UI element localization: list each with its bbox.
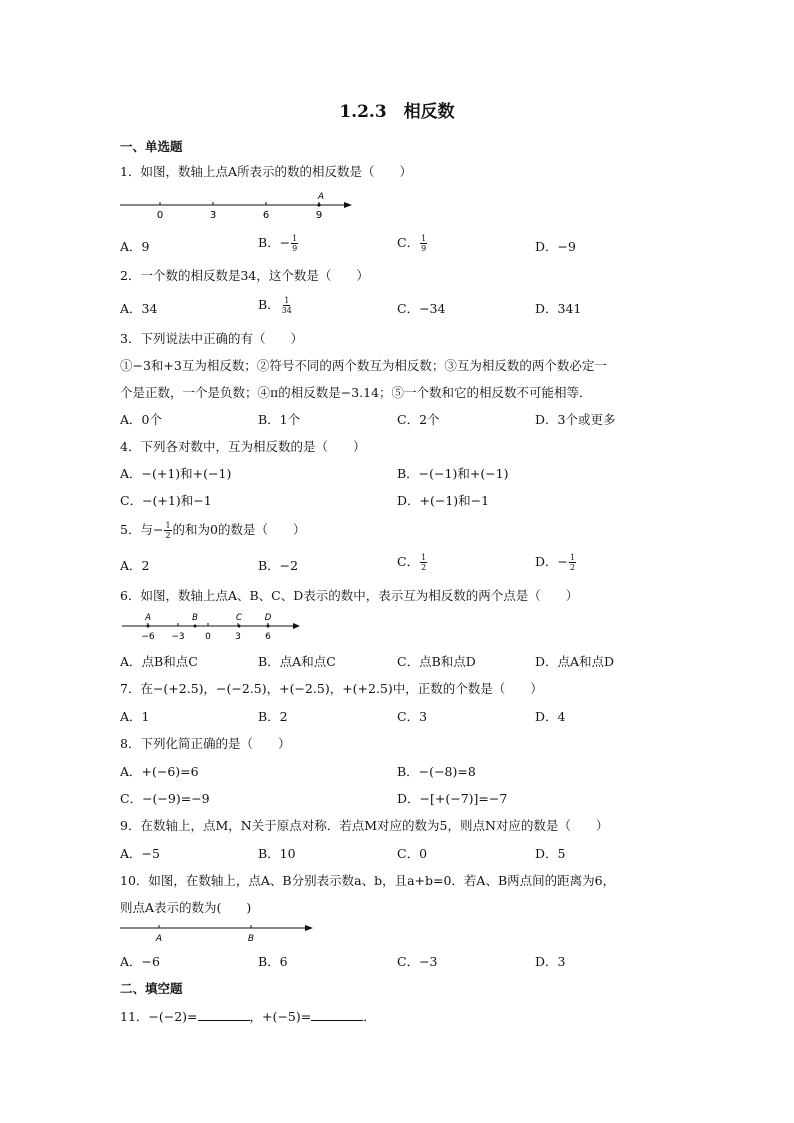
q8-option-c[interactable]: C．−(−9)=−9 bbox=[120, 791, 210, 806]
q6-tick-6: 6 bbox=[265, 632, 271, 642]
q6-point-c-label: C bbox=[236, 613, 242, 623]
q6-point-b-label: B bbox=[192, 613, 198, 623]
q1-option-a[interactable]: A．9 bbox=[120, 239, 150, 254]
question-10-stem-line-2: 则点A表示的数为( ) bbox=[120, 900, 252, 915]
q4-option-a[interactable]: A．−(+1)和+(−1) bbox=[120, 466, 232, 481]
q2-option-a[interactable]: A．34 bbox=[120, 301, 158, 316]
q1-b-fraction: $\frac{1}{9}$ bbox=[292, 234, 298, 253]
q3-option-a[interactable]: A．0个 bbox=[120, 412, 162, 427]
question-10-stem-line-1: 10．如图，在数轴上，点A、B分别表示数a、b，且a+b=0．若A、B两点间的距离为6， bbox=[120, 873, 616, 888]
q2-option-d[interactable]: D．341 bbox=[535, 301, 582, 316]
q6-tick-0: 0 bbox=[205, 632, 211, 642]
question-8-stem: 8．下列化简正确的是（ ） bbox=[120, 736, 291, 751]
q2-b-fraction: $\frac{1}{34}$ bbox=[281, 296, 292, 315]
q9-option-c[interactable]: C．0 bbox=[397, 846, 428, 861]
q1-c-fraction: $\frac{1}{9}$ bbox=[421, 234, 427, 253]
section-fill-in-blank: 二、填空题 bbox=[120, 981, 183, 996]
q4-option-d[interactable]: D．+(−1)和−1 bbox=[397, 493, 490, 508]
q1-option-c[interactable]: C． $\frac{1}{9}$ bbox=[397, 234, 427, 253]
section-single-choice: 一、单选题 bbox=[120, 139, 183, 154]
q5-stem-fraction: $\frac{1}{2}$ bbox=[165, 521, 171, 540]
q11-blank-2[interactable] bbox=[311, 1009, 363, 1021]
q10-option-b[interactable]: B．6 bbox=[258, 954, 288, 969]
q2-option-c[interactable]: C．−34 bbox=[397, 301, 446, 316]
q6-number-line bbox=[118, 609, 308, 643]
question-3-statements-line-2: 个是正数，一个是负数；④π的相反数是−3.14；⑤一个数和它的相反数不可能相等． bbox=[120, 385, 592, 400]
q6-option-d[interactable]: D．点A和点D bbox=[535, 654, 615, 669]
q10-point-b-label: B bbox=[247, 934, 255, 944]
q8-option-a[interactable]: A．+(−6)=6 bbox=[120, 764, 199, 779]
q9-option-d[interactable]: D．5 bbox=[535, 846, 566, 861]
q7-option-c[interactable]: C．3 bbox=[397, 709, 428, 724]
q7-option-d[interactable]: D．4 bbox=[535, 709, 566, 724]
q1-option-d[interactable]: D．−9 bbox=[535, 239, 576, 254]
q6-point-b-dot bbox=[194, 625, 197, 628]
q6-tick-minus6: −6 bbox=[141, 632, 155, 642]
question-2-stem: 2．一个数的相反数是34，这个数是（ ） bbox=[120, 268, 369, 283]
q5-option-a[interactable]: A．2 bbox=[120, 558, 150, 573]
q1-tick-6: 6 bbox=[262, 210, 270, 221]
q1-point-a-label: A bbox=[317, 192, 325, 202]
q10-option-d[interactable]: D．3 bbox=[535, 954, 566, 969]
q6-point-d-dot bbox=[267, 625, 270, 628]
q6-point-a-label: A bbox=[145, 613, 151, 623]
question-4-stem: 4．下列各对数中，互为相反数的是（ ） bbox=[120, 439, 366, 454]
q10-option-c[interactable]: C．−3 bbox=[397, 954, 438, 969]
q5-option-b[interactable]: B．−2 bbox=[258, 558, 299, 573]
q6-tick-3: 3 bbox=[235, 632, 241, 642]
question-1-stem: 1．如图，数轴上点A所表示的数的相反数是（ ） bbox=[120, 164, 412, 179]
q6-option-a[interactable]: A．点B和点C bbox=[120, 654, 198, 669]
q3-option-c[interactable]: C．2个 bbox=[397, 412, 440, 427]
q5-option-c[interactable]: C． $\frac{1}{2}$ bbox=[397, 553, 427, 572]
q6-point-a-dot bbox=[147, 625, 150, 628]
q6-option-c[interactable]: C．点B和点D bbox=[397, 654, 476, 669]
q6-tick-minus3: −3 bbox=[171, 632, 185, 642]
q1-point-a-dot bbox=[317, 203, 320, 206]
page-title: 1.2.3 相反数 bbox=[339, 102, 455, 122]
q2-option-b[interactable]: B． $\frac{1}{34}$ bbox=[258, 296, 292, 315]
q1-option-b[interactable]: B．− $\frac{1}{9}$ bbox=[258, 234, 298, 253]
question-6-stem: 6．如图，数轴上点A、B、C、D表示的数中，表示互为相反数的两个点是（ ） bbox=[120, 588, 579, 603]
q5-option-d[interactable]: D．− $\frac{1}{2}$ bbox=[535, 553, 576, 572]
q5-d-fraction: $\frac{1}{2}$ bbox=[570, 553, 576, 572]
q1-number-line bbox=[118, 188, 358, 222]
q9-option-b[interactable]: B．10 bbox=[258, 846, 296, 861]
question-7-stem: 7．在−(+2.5)，−(−2.5)，+(−2.5)，+(+2.5)中，正数的个数是（ ） bbox=[120, 681, 543, 696]
q6-point-d-label: D bbox=[264, 613, 272, 623]
question-3-stem: 3．下列说法中正确的有（ ） bbox=[120, 331, 303, 346]
question-5-stem: 5．与− $\frac{1}{2}$ 的和为0的数是（ ） bbox=[120, 521, 306, 540]
q6-point-c-dot bbox=[238, 625, 241, 628]
q5-c-fraction: $\frac{1}{2}$ bbox=[421, 553, 427, 572]
q8-option-b[interactable]: B．−(−8)=8 bbox=[397, 764, 476, 779]
q8-option-d[interactable]: D．−[+(−7)]=−7 bbox=[397, 791, 508, 806]
q6-option-b[interactable]: B．点A和点C bbox=[258, 654, 336, 669]
question-3-statements-line-1: ①−3和+3互为相反数；②符号不同的两个数互为相反数；③互为相反数的两个数必定一 bbox=[120, 358, 607, 373]
q11-blank-1[interactable] bbox=[198, 1009, 250, 1021]
q1-tick-9: 9 bbox=[315, 210, 323, 221]
q10-point-a-label: A bbox=[155, 934, 163, 944]
q7-option-a[interactable]: A．1 bbox=[120, 709, 150, 724]
q4-option-c[interactable]: C．−(+1)和−1 bbox=[120, 493, 212, 508]
q10-option-a[interactable]: A．−6 bbox=[120, 954, 160, 969]
q9-option-a[interactable]: A．−5 bbox=[120, 846, 160, 861]
question-9-stem: 9．在数轴上，点M，N关于原点对称．若点M对应的数为5，则点N对应的数是（ ） bbox=[120, 818, 609, 833]
q3-option-d[interactable]: D．3个或更多 bbox=[535, 412, 616, 427]
q4-option-b[interactable]: B．−(−1)和+(−1) bbox=[397, 466, 509, 481]
q7-option-b[interactable]: B．2 bbox=[258, 709, 288, 724]
q10-number-line bbox=[118, 918, 318, 946]
q3-option-b[interactable]: B．1个 bbox=[258, 412, 301, 427]
question-11-stem: 11．−(−2)= ，+(−5)= ． bbox=[120, 1009, 376, 1024]
q1-tick-0: 0 bbox=[156, 210, 164, 221]
q1-tick-3: 3 bbox=[209, 210, 217, 221]
